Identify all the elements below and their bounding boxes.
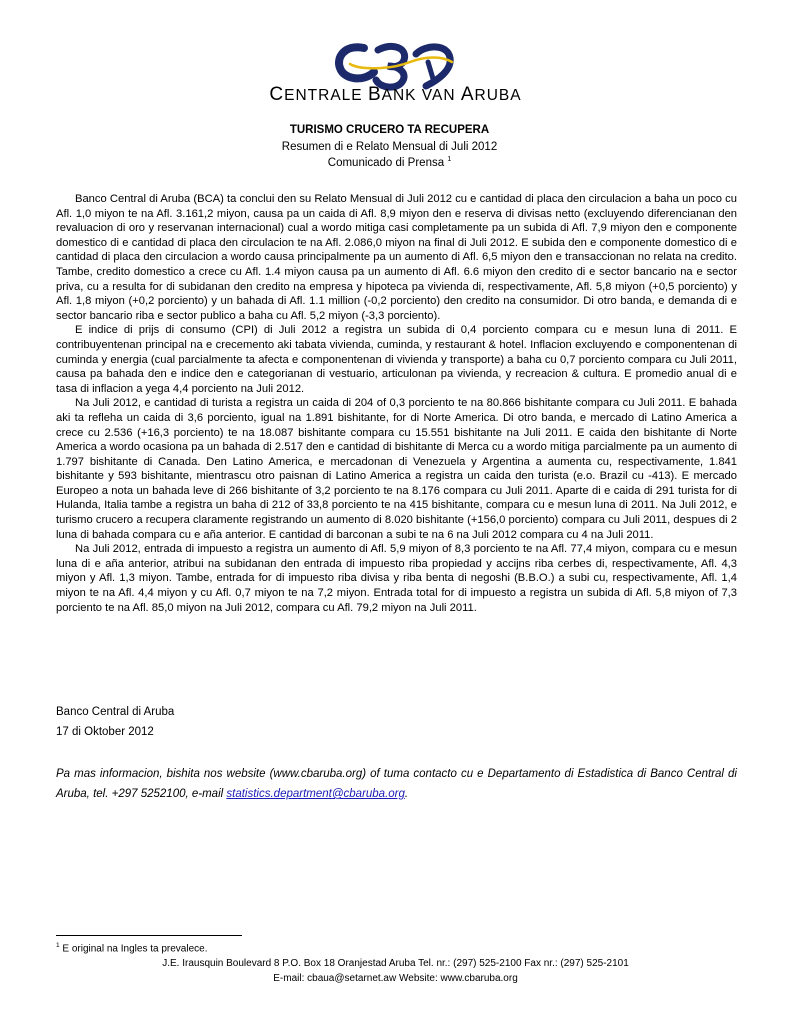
article-body bbox=[56, 192, 737, 615]
footer-address: J.E. Irausquin Boulevard 8 P.O. Box 18 Oranjestad Aruba Tel. nr.: (297) 525-2100 Fax nr.: (297) 525-2101 bbox=[162, 958, 629, 969]
press-release-title: TURISMO CRUCERO TA RECUPERA bbox=[289, 124, 490, 136]
bank-name-initial: A bbox=[460, 84, 475, 105]
email-link[interactable]: statistics.department@cbaruba.org bbox=[226, 788, 405, 800]
contact-text: Pa mas informacion, bishita nos website (www.cbaruba.org) of tuma contacto cu e Departamento di Estadistica di Banco Central di Aruba, tel. +297 5252100, e-mail bbox=[56, 768, 737, 800]
footnote bbox=[56, 942, 208, 954]
footnote-divider bbox=[56, 935, 242, 936]
footnote-marker: 1 bbox=[447, 156, 452, 163]
bank-name-part: RUBA bbox=[474, 87, 522, 104]
bank-name-initial: B bbox=[367, 84, 382, 105]
paragraph-money-supply: Banco Central di Aruba (BCA) ta conclui den su Relato Mensual di Juli 2012 cu e cantidad di placa den circulacion a baha un poco cu Afl. 1,0 miyon te na Afl. 3.161,2 miyon, causa pa un caida di Afl. 8,9 miyon den e reserva di divisas netto (excluyendo diferencianan den revaluacion di oro y reservanan internacional) cual a wordo mitiga casi completamente pa un subida di Afl. 7,9 miyon den e componente domestico di e cantidad di placa den circulacion te na Afl. 2.086,0 miyon na final di Juli 2012. E subida den e componente domestico di e cantidad di placa den circulacion a wordo causa principalmente pa un aumento di Afl. 6,5 miyon den e transaccionan no relata na credito. Tambe, credito domestico a crece cu Afl. 1.4 miyon causa pa un aumento di Afl. 6.6 miyon den credito di e sector bancario na e sector priva, cu a resulta for di subidanan den credito na empresa y hipoteca pa vivienda di, respectivamente, Afl. 5,8 miyon (+0,5 porciento) y Afl. 1,8 miyon (+0,2 porciento) y un bahada di Afl. 1.1 million (-0,2 porciento) den credito na consumidor. Di otro banda, e demanda di e sector bancario riba e sector publico a baha cu Afl. 5,2 miyon (-3,3 porciento). bbox=[56, 193, 737, 322]
footnote-text: E original na Ingles ta prevalece. bbox=[59, 943, 208, 955]
press-communique-label bbox=[0, 156, 779, 169]
report-subtitle: Resumen di e Relato Mensual di Juli 2012 bbox=[281, 141, 498, 153]
contact-information bbox=[56, 764, 737, 804]
bank-name-initial: C bbox=[269, 84, 285, 105]
signoff-organization: Banco Central di Aruba bbox=[56, 706, 175, 718]
communique-text: Comunicado di Prensa bbox=[327, 156, 445, 169]
paragraph-tourism: Na Juli 2012, e cantidad di turista a registra un caida di 204 of 0,3 porciento te na 80.866 bishitante compara cu Juli 2011. E bahada aki ta refleha un caida di 3,6 porciento, igual na 1.891 bishitante, for di Norte America. Di otro banda, e mercado di Latino America a crece cu 2.536 (+16,3 porciento) te na 18.087 bishitante compara cu 15.551 bishitante na Juli 2011. E caida den bishitante di Norte America a wordo ocasiona pa un bahada di 2.517 den e cantidad di bishitante di Merca cu a wordo mitiga parcialmente pa un aumento di 1.797 bishitante di Canada. Den Latino America, e mercadonan di Venezuela y Argentina a aumenta cu, respectivamente, 1.841 bishitante y 593 bishitante, mientrascu otro paisnan di Latino America a registra un caida den turista (e.o. Brazil cu -413). E mercado Europeo a nota un bahada leve di 266 bishitante of 3,2 porciento te na 8.176 compara cu Juli 2011. Aparte di e caida di 291 turista for di Hulanda, Italia tambe a registra un baha di 212 of 33,8 porciento te na 415 bishitante, compara cu e mesun luna di 2011. Na Juli 2012, e turismo crucero a recupera claramente registrando un aumento di 8.020 bishitante (+156,0 porciento) compara cu Juli 2011, despues di 2 luna di bahada compara cu e aña anterior. E cantidad di barconan a subi te na 6 na Juli 2012 compara cu 4 na Juli 2011. bbox=[56, 397, 737, 541]
bank-name bbox=[0, 84, 791, 106]
paragraph-tax-revenue: Na Juli 2012, entrada di impuesto a registra un aumento di Afl. 5,9 miyon of 8,3 porciento te na Afl. 77,4 miyon, compara cu e mesun luna di e aña anterior, atribui na subidanan den entrada di impuesto riba propiedad y accijns riba cerbes di, respectivamente, Afl. 4,3 miyon y Afl. 1,3 miyon. Tambe, entrada for di impuesto riba divisa y riba benta di negoshi (B.B.O.) a subi cu, respectivamente, Afl. 1,4 miyon te na Afl. 4,4 miyon y cu Afl. 0,7 miyon te na 7,2 miyon. Entrada total for di impuesto a registra un subida di Afl. 5,8 miyon of 7,3 porciento te na Afl. 85,0 miyon na Juli 2012, compara cu Afl. 79,2 miyon na Juli 2011. bbox=[56, 543, 737, 614]
paragraph-inflation: E indice di prijs di consumo (CPI) di Juli 2012 a registra un subida di 0,4 porciento compara cu e mesun luna di 2011. E contribuyentenan principal na e crecemento aki tabata vivienda, cuminda, y restaurant & hotel. Inflacion excluyendo e componentenan di cuminda y energia (cual parcialmente ta afecta e componentenan di vivienda y transporte) a baha cu 0,7 porciento compara cu Juli 2011, causa pa bahada den e indice den e categorianan di vestuario, articulonan pa vivienda, y recreacion & cultura. E promedio anual di e tasa di inflacion a yega 4,4 porciento na Juli 2012. bbox=[56, 324, 737, 395]
footnote-number: 1 bbox=[56, 942, 60, 949]
signoff-date: 17 di Oktober 2012 bbox=[56, 726, 154, 738]
bank-name-part: ANK VAN bbox=[381, 87, 461, 104]
footer-contact: E-mail: cbaua@setarnet.aw Website: www.cbaruba.org bbox=[273, 973, 518, 984]
contact-end: . bbox=[404, 788, 409, 800]
bank-name-part: ENTRALE bbox=[284, 87, 368, 104]
